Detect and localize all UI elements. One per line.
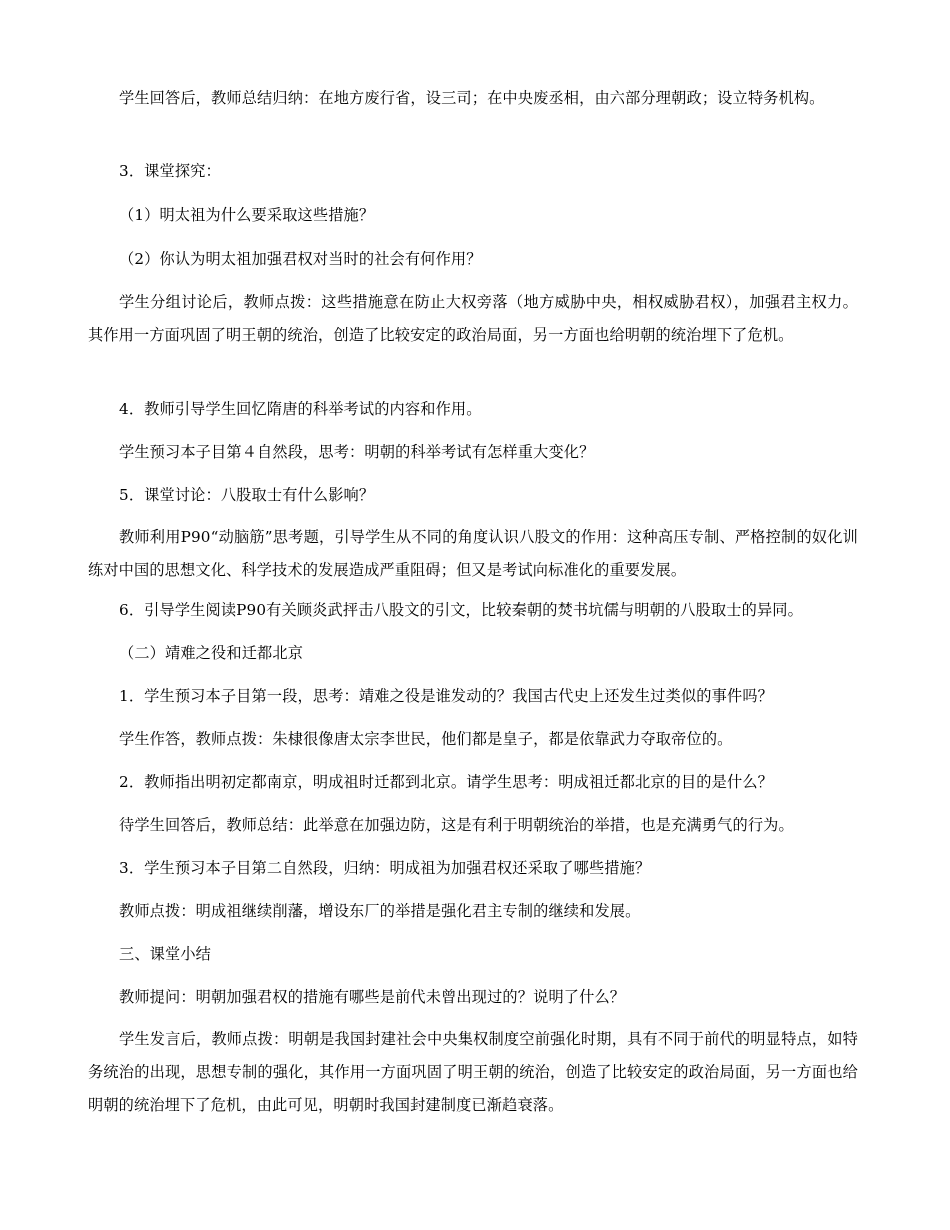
paragraph-gu-yanwu: 6．引导学生阅读P90有关顾炎武抨击八股文的引文，比较秦朝的焚书坑儒与明朝的八股取士的异同。 xyxy=(119,601,803,619)
paragraph-jingnan-question: 1．学生预习本子目第一段，思考：靖难之役是谁发动的？我国古代史上还发生过类似的事件吗？ xyxy=(119,687,773,705)
section-heading-jingnan: （二）靖难之役和迁都北京 xyxy=(119,644,304,662)
paragraph-move-capital: 2．教师指出明初定都南京，明成祖时迁都到北京。请学生思考：明成祖迁都北京的目的是什么？ xyxy=(119,773,773,791)
paragraph-recall-keju: 4．教师引导学生回忆隋唐的科举考试的内容和作用。 xyxy=(119,400,482,418)
paragraph-dongchang: 教师点拨：明成祖继续削藩，增设东厂的举措是强化君主专制的继续和发展。 xyxy=(119,902,641,920)
paragraph-group-discussion: 学生分组讨论后，教师点拨：这些措施意在防止大权旁落（地方威胁中央，相权威胁君权），加强君主权力。其作用一方面巩固了明王朝的统治，创造了比较安定的政治局面，另一方面也给明朝的统治埋下了危机。 xyxy=(88,293,858,344)
paragraph-chengzu-measures: 3．学生预习本子目第二自然段，归纳：明成祖为加强君权还采取了哪些措施？ xyxy=(119,859,651,877)
section-heading-summary: 三、课堂小结 xyxy=(119,945,212,963)
paragraph-teacher-question: 教师提问：明朝加强君权的措施有哪些是前代未曾出现过的？说明了什么？ xyxy=(119,988,626,1006)
paragraph-baguwen: 教师利用P90“动脑筋”思考题，引导学生从不同的角度认识八股文的作用：这种高压专制、严格控制的奴化训练对中国的思想文化、科学技术的发展造成严重阻碍；但又是考试向标准化的重要发展。 xyxy=(88,528,858,579)
question-1: （1）明太祖为什么要采取这些措施？ xyxy=(119,206,375,224)
question-2: （2）你认为明太祖加强君权对当时的社会有何作用？ xyxy=(119,250,482,268)
paragraph-summary-measures: 学生回答后，教师总结归纳：在地方废行省，设三司；在中央废丞相，由六部分理朝政；设立特务机构。 xyxy=(119,89,825,107)
heading-class-inquiry: 3．课堂探究： xyxy=(119,162,221,180)
paragraph-zhu-di: 学生作答，教师点拨：朱棣很像唐太宗李世民，他们都是皇子，都是依靠武力夺取帝位的。 xyxy=(119,730,733,748)
paragraph-preview-keju: 学生预习本子目第４自然段，思考：明朝的科举考试有怎样重大变化？ xyxy=(119,443,595,461)
paragraph-conclusion: 学生发言后，教师点拨：明朝是我国封建社会中央集权制度空前强化时期，具有不同于前代的明显特点，如特务统治的出现，思想专制的强化，其作用一方面巩固了明王朝的统治，创造了比较安定的政治局面，另一方面也给明朝的统治埋下了危机，由此可见，明朝时我国封建制度已渐趋衰落。 xyxy=(88,1030,858,1114)
paragraph-border-defense: 待学生回答后，教师总结：此举意在加强边防，这是有利于明朝统治的举措，也是充满勇气的行为。 xyxy=(119,816,794,834)
heading-class-discussion: 5．课堂讨论：八股取士有什么影响？ xyxy=(119,486,375,504)
